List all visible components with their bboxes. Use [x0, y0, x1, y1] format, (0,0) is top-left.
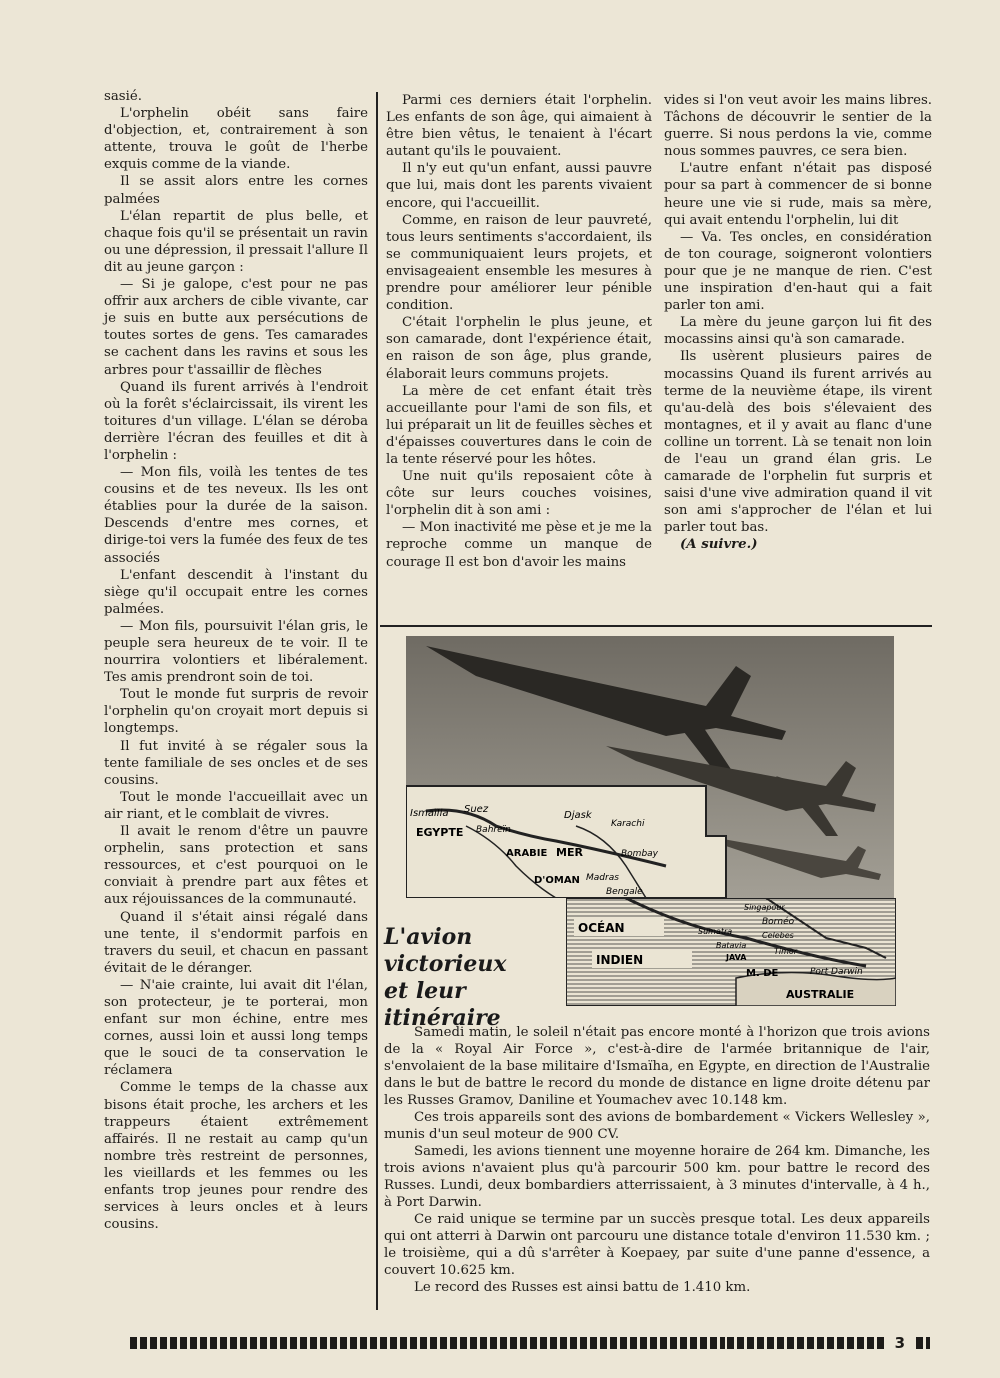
map-label: Bengale: [606, 887, 643, 897]
map-label: Karachi: [611, 819, 645, 829]
map-label: Timor: [774, 947, 798, 956]
headline-line: L'avion: [384, 924, 473, 950]
paragraph: Le record des Russes est ainsi battu de 1.410 km.: [414, 1280, 751, 1295]
map-label: INDIEN: [596, 953, 644, 967]
paragraph: L'orphelin obéit sans faire d'objection, et, contrairement à son attente, trouva le goût de l'herbe exquis comme de la viande.: [104, 106, 368, 173]
column-divider: [376, 92, 378, 1310]
news-article: [384, 1024, 930, 1296]
decorative-border: [130, 1337, 725, 1349]
paragraph: C'était l'orphelin le plus jeune, et son camarade, dont l'expérience était, en raison de son âge, plus grande, élaborait leurs communs projets.: [386, 315, 652, 382]
map-label: D'OMAN: [534, 875, 580, 886]
map-label: Bornéo: [762, 917, 795, 927]
map-label: Suez: [464, 804, 489, 815]
map-label: Ismaïlia: [410, 808, 449, 819]
map-label: ARABIE: [506, 848, 548, 859]
map-label: MER: [556, 846, 583, 859]
paragraph: Quand ils furent arrivés à l'endroit où la forêt s'éclaircissait, ils virent les toitures d'un village. L'élan se déroba derrière l'écran des feuilles et dit à l'orphelin :: [104, 379, 368, 463]
planes-and-route-map: [406, 636, 894, 898]
paragraph: — N'aie crainte, lui avait dit l'élan, son protecteur, je te porterai, mon enfant sur mon échine, entre mes cornes, aussi loin et aussi long temps que le souci de ta conservation le réclamera: [104, 977, 368, 1079]
map-label: JAVA: [726, 953, 747, 962]
paragraph: Tout le monde l'accueillait avec un air riant, et le comblait de vivres.: [104, 789, 368, 822]
map-label: OCÉAN: [578, 921, 625, 935]
headline-line: et leur: [384, 978, 466, 1004]
paragraph: Samedi, les avions tiennent une moyenne horaire de 264 km. Dimanche, les trois avions n'avaient plus qu'à parcourir 500 km. pour battre le record des Russes. Lundi, deux bombardiers atterrissaient, à 3 minutes d'intervalle, à 4 h., à Port Darwin.: [384, 1144, 930, 1210]
map-label: EGYPTE: [416, 826, 464, 839]
decorative-border: [727, 1337, 887, 1349]
paragraph: Il se assit alors entre les cornes palmées: [104, 174, 368, 207]
paragraph: Une nuit qu'ils reposaient côte à côte sur leurs couches voisines, l'orphelin dit à son ami :: [386, 469, 652, 519]
paragraph: Il fut invité à se régaler sous la tente familiale de ses oncles et de ses cousins.: [104, 738, 368, 788]
map-label: Bahreïn: [476, 825, 511, 835]
story-column-1: [104, 88, 368, 1233]
to-be-continued: (A suivre.): [680, 537, 758, 553]
paragraph: — Mon fils, poursuivit l'élan gris, le peuple sera heureux de te voir. Il te nourrira volontiers et libéralement. Tes amis prendront soin de toi.: [104, 618, 368, 686]
paragraph: L'autre enfant n'était pas disposé pour sa part à commencer de si bonne heure une vie si rude, mais sa mère, qui avait entendu l'orphelin, lui dit: [664, 161, 932, 228]
map-label: Madras: [586, 873, 619, 883]
paragraph: Ils usèrent plusieurs paires de mocassins Quand ils furent arrivés au terme de la neuvième étape, ils virent qu'au-delà des bois s'élevaient des montagnes, et il y avait au flanc d'une colline un torrent. Là se tenait non loin de l'eau un grand élan gris. Le camarade de l'orphelin fut surpris et saisi d'une vive admiration quand il vit son ami s'approcher de l'élan et lui parler tout bas.: [664, 349, 932, 536]
page-number: 3: [894, 1334, 908, 1352]
paragraph: Quand il s'était ainsi régalé dans une tente, il s'endormit parfois en travers du seuil, et chacun en passant évitait de le déranger.: [104, 909, 368, 976]
paragraph: — Va. Tes oncles, en considération de ton courage, soigneront volontiers pour que je ne manque de rien. C'est une inspiration d'en-haut qui a fait parler ton ami.: [664, 229, 932, 314]
map-label: Djask: [564, 810, 592, 821]
map-label: AUSTRALIE: [786, 988, 855, 1001]
paragraph: Ce raid unique se termine par un succès presque total. Les deux appareils qui ont atterri à Darwin ont parcouru une distance totale d'environ 11.530 km. ; le troisième, qui a dû s'arrêter à Koepaey, par suite d'une panne d'essence, a couvert 10.625 km.: [384, 1212, 930, 1278]
map-label: Sumatra: [698, 927, 733, 936]
paragraph: La mère de cet enfant était très accueillante pour l'ami de son fils, et lui préparait un lit de feuilles sèches et d'épaisses couvertures dans le coin de la tente réservé pour les hôtes.: [386, 383, 652, 467]
paragraph: Comme le temps de la chasse aux bisons était proche, les archers et les trappeurs étaient extrêmement affairés. Il ne restait au camp qu'un nombre très restreint de personnes, les vieillards et les femmes ou les enfants trop jeunes pour rendre des services à leurs oncles et à leurs cousins.: [104, 1080, 368, 1233]
paragraph: — Mon inactivité me pèse et je me la reproche comme un manque de courage Il est bon d'avoir les mains: [386, 520, 652, 570]
headline-line: victorieux: [384, 951, 507, 977]
page-footer: [130, 1334, 930, 1352]
paragraph: Tout le monde fut surpris de revoir l'orphelin qu'on croyait mort depuis si longtemps.: [104, 687, 368, 737]
paragraph: Il n'y eut qu'un enfant, aussi pauvre que lui, mais dont les parents vivaient encore, qui l'accueillit.: [386, 161, 652, 211]
paragraph: Samedi matin, le soleil n'était pas encore monté à l'horizon que trois avions de la « Royal Air Force », c'est-à-dire de l'armée britannique de l'air, s'envolaient de la base militaire d'Ismaïha, en Egypte, en direction de l'Australie dans le but de battre le record du monde de distance en ligne droite détenu par les Russes Gramov, Daniline et Youmachev avec 10.148 km.: [384, 1025, 930, 1108]
paragraph: Parmi ces derniers était l'orphelin. Les enfants de son âge, qui aimaient à être bien vêtus, le tenaient à l'écart autant qu'ils le pouvaient.: [386, 93, 652, 160]
map-label: Port Darwin: [810, 967, 863, 977]
map-label: Batavia: [716, 941, 747, 950]
map-label: M. DE: [746, 968, 779, 979]
paragraph: — Mon fils, voilà les tentes de tes cousins et de tes neveux. Ils les ont établies pour la durée de la saison. Descends d'entre mes cornes, et dirige-toi vers la fumée des feux de tes associés: [104, 465, 368, 566]
headline-line: itinéraire: [384, 1005, 501, 1031]
map-label: Celebes: [762, 931, 794, 940]
paragraph: L'élan repartit de plus belle, et chaque fois qu'il se présentait un ravin ou une dépression, il pressait l'allure Il dit au jeune garçon :: [104, 208, 368, 275]
map-label: Bombay: [621, 849, 659, 859]
paragraph: vides si l'on veut avoir les mains libres. Tâchons de découvrir le sentier de la guerre. Si nous perdons la vie, comme nous sommes pauvres, ce sera bien.: [664, 93, 932, 160]
story-column-3: [664, 92, 932, 554]
paragraph: sasié.: [104, 89, 142, 104]
paragraph: L'enfant descendit à l'instant du siège qu'il occupait entre les cornes palmées.: [104, 567, 368, 617]
paragraph: Il avait le renom d'être un pauvre orphelin, sans protection et sans ressources, et c'est pourquoi on le conviait à prendre part aux fêtes et aux réjouissances de la communauté.: [104, 824, 368, 908]
route-map-lower: [566, 898, 896, 1006]
decorative-border: [916, 1337, 930, 1349]
paragraph: La mère du jeune garçon lui fit des mocassins ainsi qu'à son camarade.: [664, 315, 932, 348]
section-divider: [380, 625, 932, 627]
story-column-2: [386, 92, 652, 571]
article-headline: [384, 924, 554, 1032]
paragraph: Comme, en raison de leur pauvreté, tous leurs sentiments s'accordaient, ils se communiquaient leurs projets, et envisageaient ensemble les mesures à prendre pour améliorer leur pénible condition.: [386, 212, 652, 314]
paragraph: Ces trois appareils sont des avions de bombardement « Vickers Wellesley », munis d'un seul moteur de 900 CV.: [384, 1110, 930, 1142]
map-label: Singapour: [744, 903, 785, 912]
paragraph: — Si je galope, c'est pour ne pas offrir aux archers de cible vivante, car je suis en butte aux persécutions de toutes sortes de gens. Tes camarades se cachent dans les ravins et sous les arbres pour t'assaillir de flèches: [104, 277, 368, 378]
